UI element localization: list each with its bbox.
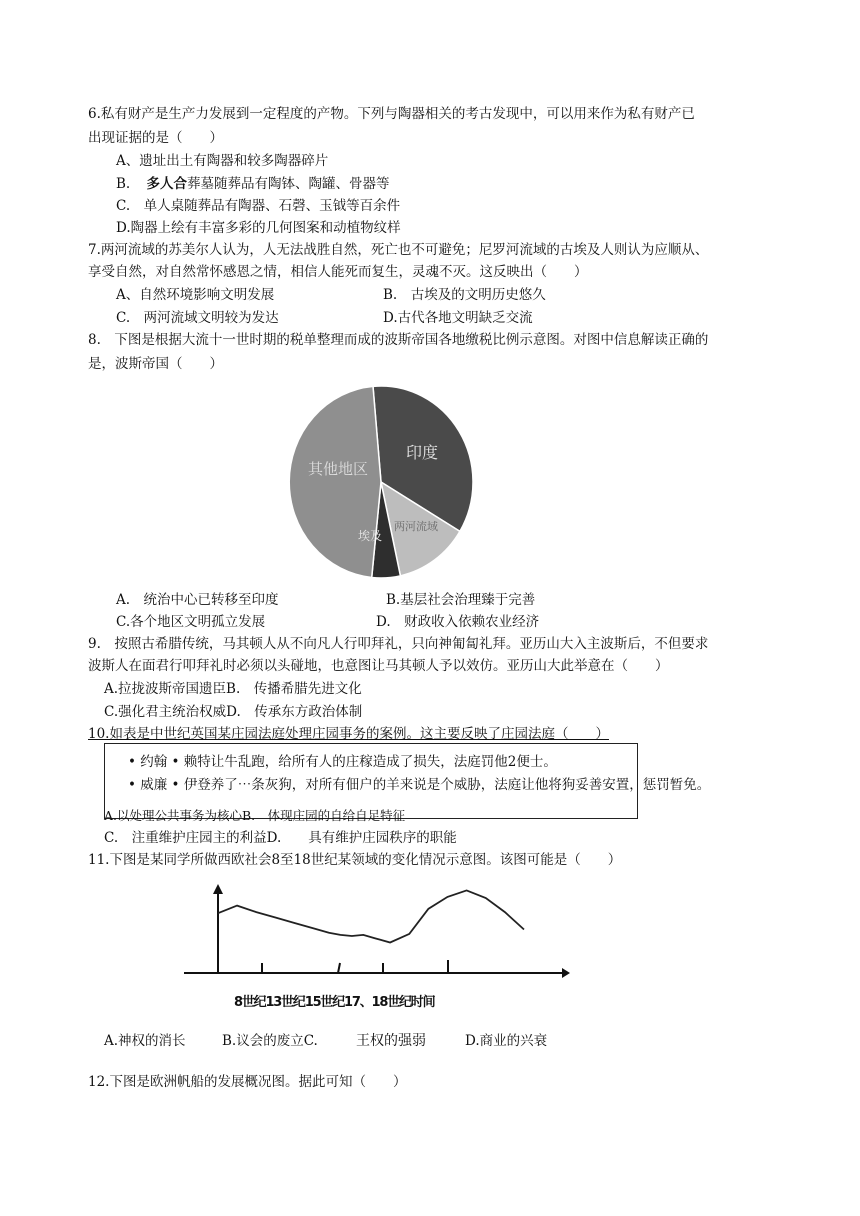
q6-option-b-bold: 多人合 [146,176,188,192]
q11-option-b: B.议会的废立C. [222,1033,318,1049]
q7-option-c: C. 两河流域文明较为发达 [116,310,279,326]
q10-options-cd: C. 注重维护庄园主的利益D. 具有维护庄园秩序的职能 [104,830,457,846]
q9-stem-line2: 波斯人在面君行叩拜礼时必须以头碰地，也意图让马其顿人予以效仿。亚历山大此举意在（ ） [88,658,669,674]
q10-stem: 10.如表是中世纪英国某庄园法庭处理庄园事务的案例。这主要反映了庄园法庭（ ） [88,726,609,742]
q10-case-2: • 威廉 • 伊登养了⋯条灰狗，对所有佃户的羊来说是个威胁，法庭让他将狗妥善安置，惩罚暂免。 [128,777,711,793]
q7-stem-line2: 享受自然，对自然常怀感恩之情，相信人能死而复生，灵魂不灭。这反映出（ ） [88,264,588,280]
q9-options-ab: A.拉拢波斯帝国遗臣B. 传播希腊先进文化 [104,681,362,697]
q11-option-c: 王权的强弱 [356,1033,426,1049]
q6-option-a: A、遗址出土有陶器和较多陶器碎片 [116,153,329,169]
q12-stem: 12.下图是欧洲帆船的发展概况图。据此可知（ ） [88,1074,407,1090]
q9-stem-line1: 9. 按照古希腊传统，马其顿人从不向凡人行叩拜礼，只向神匍匐礼拜。亚历山大入主波斯后，不但要求 [88,636,709,652]
q10-options-ab: A.以处理公共事务为核心B. 体现庄园的自给自足特征 [104,808,406,823]
q7-stem-line1: 7.两河流域的苏美尔人认为，人无法战胜自然，死亡也不可避免；尼罗河流域的古埃及人则认为应顺从、 [88,242,709,258]
x-axis-arrow [562,968,570,978]
q8-stem-line1: 8. 下图是根据大流十一世时期的税单整理而成的波斯帝国各地缴税比例示意图。对图中信息解读正确的 [88,332,709,348]
q7-option-a: A、自然环境影响文明发展 [116,287,275,303]
q6-stem-line1: 6.私有财产是生产力发展到一定程度的产物。下列与陶器相关的考古发现中，可以用来作为私有财产已 [88,106,695,122]
q8-stem-line2: 是，波斯帝国（ ） [88,356,223,372]
pie-label-egypt: 埃及 [357,529,383,543]
pie-label-mesopotamia: 两河流域 [394,520,438,533]
pie-label-other: 其他地区 [307,460,369,478]
q11-stem: 11.下图是某同学所做西欧社会8至18世纪某领域的变化情况示意图。该图可能是（ ） [88,852,622,868]
q6-option-b-rest: 葬墓随葬品有陶钵、陶罐、骨器等 [187,176,390,192]
tax-ratio-pie-chart [286,384,476,580]
q6-option-b [116,174,390,194]
trend-line [218,890,524,942]
q10-case-1: • 约翰 • 赖特让牛乱跑，给所有人的庄稼造成了损失，法庭罚他2便士。 [128,754,557,770]
q8-option-b: B.基层社会治理臻于完善 [386,592,536,608]
q7-option-d: D.古代各地文明缺乏交流 [383,310,533,326]
change-line-chart [176,876,572,1016]
q8-option-d: D. 财政收入依赖农业经济 [376,614,540,630]
q6-option-d: D.陶器上绘有丰富多彩的几何图案和动植物纹样 [116,220,401,236]
q8-option-a: A. 统治中心已转移至印度 [116,592,279,608]
pie-slice-other [289,386,381,577]
q6-option-c: C. 单人桌随葬品有陶器、石磬、玉钺等百余件 [116,198,401,214]
x-tick-15c [338,963,340,973]
q9-options-cd: C.强化君主统治权威D. 传承东方政治体制 [104,704,363,720]
x-axis-caption: 8世纪13世纪15世纪17、18世纪时间 [234,995,435,1010]
q6-stem-line2: 出现证据的是（ ） [88,130,223,146]
q6-option-b-label: B. [116,176,131,192]
q7-option-b: B. 古埃及的文明历史悠久 [383,287,546,303]
q8-option-c: C.各个地区文明孤立发展 [116,614,266,630]
q11-option-a: A.神权的消长 [104,1033,186,1049]
y-axis-arrow [213,884,223,894]
q11-option-d: D.商业的兴衰 [465,1033,548,1049]
pie-label-india: 印度 [405,443,439,462]
